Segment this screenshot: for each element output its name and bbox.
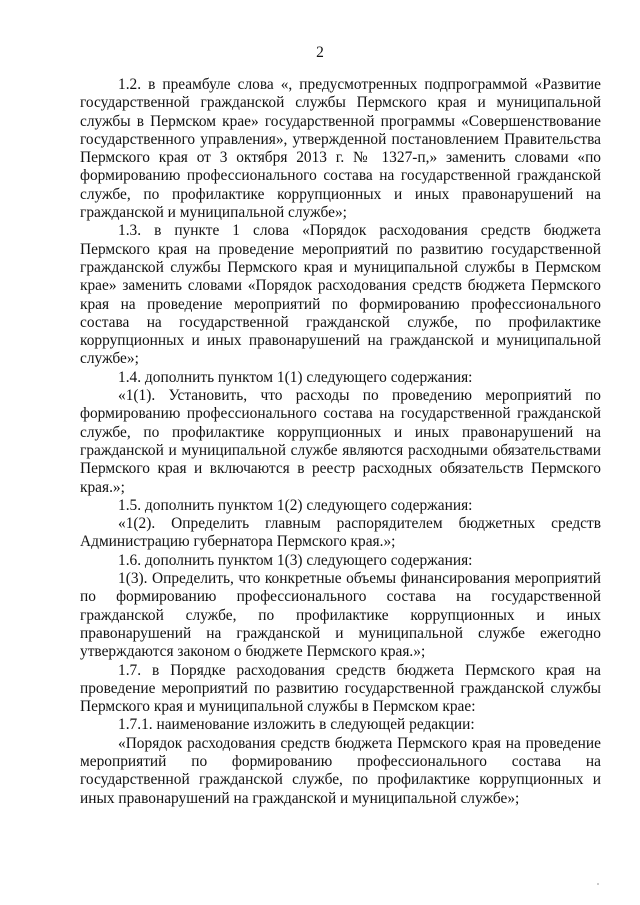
paragraph-1-2-text: «1(2). Определить главным распорядителем бюджетных средств Администрацию губернатора Пермского края.»;	[80, 515, 601, 551]
paragraph-1-3: 1.3. в пункте 1 слова «Порядок расходования средств бюджета Пермского края на проведение мероприятий по развитию государственной гражданской службы Пермского края и муниципальной службы в Пермском крае» заменить словами «Порядок расходования средств бюджета Пермского края на проведение мероприятий по формированию профессионального состава на государственной гражданской службе, по профилактике коррупционных и иных правонарушений на гражданской и муниципальной службе»;	[80, 222, 601, 368]
paragraph-1-2: 1.2. в преамбуле слова «, предусмотренных подпрограммой «Развитие государственной гражданской службы Пермского края и муниципальной службы в Пермском крае» государственной программы «Совершенствование государственного управления», утвержденной постановлением Правительства Пермского края от 3 октября 2013 г. № 1327-п,» заменить словами «по формированию профессионального состава на государственной гражданской службе, по профилактике коррупционных и иных правонарушений на гражданской и муниципальной службе»;	[80, 76, 601, 222]
paragraph-new-title: «Порядок расходования средств бюджета Пермского края на проведение мероприятий по формированию профессионального состава на государственной гражданской службе, по профилактике коррупционных и иных правонарушений на гражданской и муниципальной службе»;	[80, 734, 601, 807]
paragraph-1-7: 1.7. в Порядке расходования средств бюджета Пермского края на проведение мероприятий по развитию государственной гражданской службы Пермского края и муниципальной службы в Пермском крае:	[80, 661, 601, 716]
document-body	[80, 76, 601, 808]
paragraph-1-1-text: «1(1). Установить, что расходы по проведению мероприятий по формированию профессионального состава на государственной гражданской службе, по профилактике коррупционных и иных правонарушений на гражданской и муниципальной службе являются расходными обязательствами Пермского края и включаются в реестр расходных обязательств Пермского края.»;	[80, 387, 601, 496]
paragraph-1-6: 1.6. дополнить пунктом 1(3) следующего содержания:	[118, 551, 473, 569]
paragraph-1-4: 1.4. дополнить пунктом 1(1) следующего содержания:	[118, 368, 473, 386]
scan-speck	[597, 883, 599, 885]
paragraph-1-5: 1.5. дополнить пунктом 1(2) следующего содержания:	[118, 496, 473, 514]
paragraph-1-3-text: 1(3). Определить, что конкретные объемы финансирования мероприятий по формированию профессионального состава на государственной гражданской службе, по профилактике коррупционных и иных правонарушений на гражданской и муниципальной службе ежегодно утверждаются законом о бюджете Пермского края.»;	[80, 570, 601, 661]
page-number: 2	[316, 44, 324, 61]
paragraph-1-7-1: 1.7.1. наименование изложить в следующей редакции:	[118, 716, 475, 734]
